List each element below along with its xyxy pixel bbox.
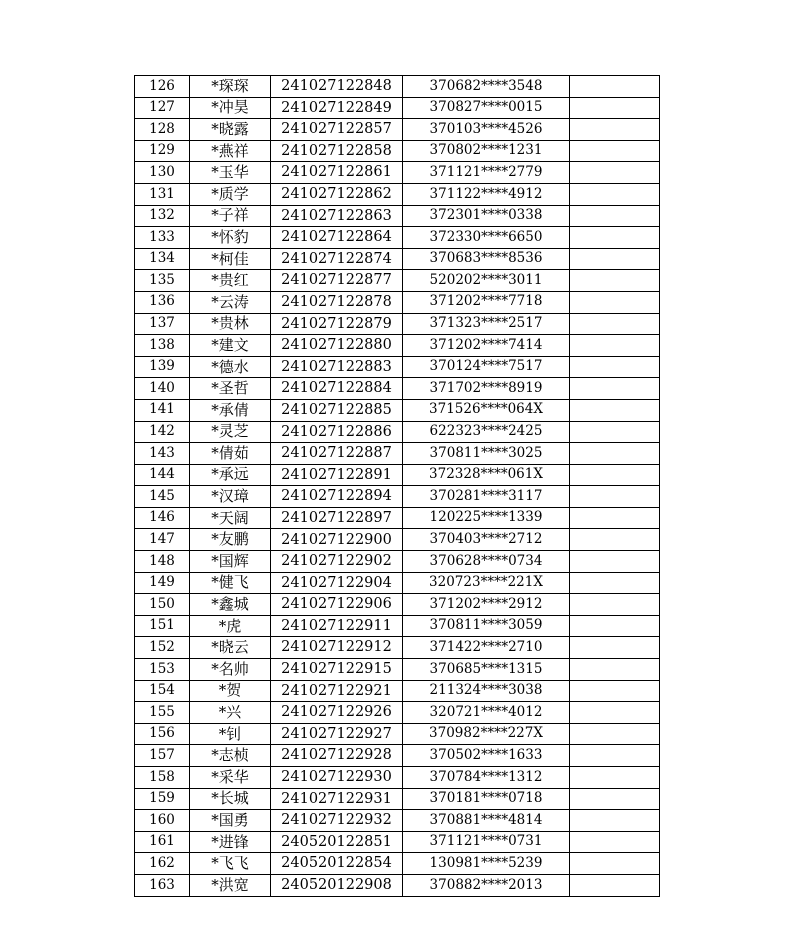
row-number-cell: 141 [135,399,190,421]
row-number-cell: 139 [135,356,190,378]
id-card-cell: 371422****2710 [403,637,570,659]
table-row [135,119,660,141]
name-cell: *倩茹 [190,443,271,465]
name-cell: *贵林 [190,313,271,335]
name-cell: *圣哲 [190,378,271,400]
candidate-id-cell: 241027122931 [271,788,403,810]
note-cell [570,270,660,292]
table-row [135,443,660,465]
row-number-cell: 161 [135,831,190,853]
note-cell [570,659,660,681]
note-cell [570,594,660,616]
table-row [135,335,660,357]
name-cell: *承远 [190,464,271,486]
row-number-cell: 126 [135,76,190,98]
id-card-cell: 370982****227X [403,723,570,745]
note-cell [570,723,660,745]
name-cell: *贵红 [190,270,271,292]
row-number-cell: 152 [135,637,190,659]
name-cell: *洪宽 [190,874,271,896]
row-number-cell: 127 [135,97,190,119]
id-card-cell: 371202****2912 [403,594,570,616]
row-number-cell: 140 [135,378,190,400]
candidate-id-cell: 241027122930 [271,767,403,789]
table-row [135,529,660,551]
note-cell [570,76,660,98]
row-number-cell: 128 [135,119,190,141]
row-number-cell: 156 [135,723,190,745]
note-cell [570,874,660,896]
table-row [135,680,660,702]
id-card-cell: 371202****7718 [403,291,570,313]
table-row [135,551,660,573]
row-number-cell: 138 [135,335,190,357]
candidate-id-cell: 241027122884 [271,378,403,400]
candidate-id-cell: 240520122908 [271,874,403,896]
id-card-cell: 370628****0734 [403,551,570,573]
table-row [135,399,660,421]
name-cell: *鑫城 [190,594,271,616]
table-row [135,507,660,529]
candidate-id-cell: 241027122900 [271,529,403,551]
row-number-cell: 160 [135,810,190,832]
candidate-id-cell: 241027122858 [271,140,403,162]
row-number-cell: 145 [135,486,190,508]
table-row [135,831,660,853]
id-card-cell: 370281****3117 [403,486,570,508]
table-row [135,702,660,724]
name-cell: *采华 [190,767,271,789]
table-row [135,853,660,875]
note-cell [570,421,660,443]
row-number-cell: 131 [135,183,190,205]
id-card-cell: 370403****2712 [403,529,570,551]
table-row [135,205,660,227]
note-cell [570,399,660,421]
note-cell [570,507,660,529]
table-row [135,615,660,637]
id-card-cell: 370682****3548 [403,76,570,98]
name-cell: *贺 [190,680,271,702]
table-row [135,76,660,98]
name-cell: *晓露 [190,119,271,141]
id-card-cell: 371122****4912 [403,183,570,205]
id-card-cell: 370811****3059 [403,615,570,637]
name-cell: *进锋 [190,831,271,853]
row-number-cell: 150 [135,594,190,616]
candidate-id-cell: 241027122915 [271,659,403,681]
id-card-cell: 372328****061X [403,464,570,486]
name-cell: *健飞 [190,572,271,594]
table-row [135,594,660,616]
note-cell [570,248,660,270]
name-cell: *国辉 [190,551,271,573]
row-number-cell: 155 [135,702,190,724]
table-row [135,464,660,486]
note-cell [570,702,660,724]
name-cell: *兴 [190,702,271,724]
candidate-id-cell: 241027122921 [271,680,403,702]
name-cell: *志桢 [190,745,271,767]
table-row [135,291,660,313]
id-card-cell: 370181****0718 [403,788,570,810]
row-number-cell: 133 [135,227,190,249]
table-row [135,421,660,443]
name-cell: *子祥 [190,205,271,227]
row-number-cell: 143 [135,443,190,465]
candidate-id-cell: 241027122926 [271,702,403,724]
name-cell: *柯佳 [190,248,271,270]
candidate-id-cell: 241027122857 [271,119,403,141]
row-number-cell: 147 [135,529,190,551]
table-row [135,313,660,335]
candidate-id-cell: 241027122849 [271,97,403,119]
candidate-id-cell: 241027122864 [271,227,403,249]
candidate-id-cell: 241027122885 [271,399,403,421]
candidate-id-cell: 240520122854 [271,853,403,875]
id-card-cell: 320723****221X [403,572,570,594]
name-cell: *天阔 [190,507,271,529]
candidate-id-cell: 241027122927 [271,723,403,745]
candidate-id-cell: 241027122848 [271,76,403,98]
note-cell [570,97,660,119]
note-cell [570,572,660,594]
table-row [135,767,660,789]
row-number-cell: 159 [135,788,190,810]
note-cell [570,680,660,702]
id-card-cell: 520202****3011 [403,270,570,292]
table-row [135,270,660,292]
row-number-cell: 157 [135,745,190,767]
row-number-cell: 148 [135,551,190,573]
id-card-cell: 320721****4012 [403,702,570,724]
table-row [135,572,660,594]
table-row [135,745,660,767]
name-cell: *琛琛 [190,76,271,98]
row-number-cell: 142 [135,421,190,443]
table-row [135,356,660,378]
name-cell: *长城 [190,788,271,810]
name-cell: *汉璋 [190,486,271,508]
note-cell [570,810,660,832]
row-number-cell: 144 [135,464,190,486]
id-card-cell: 370881****4814 [403,810,570,832]
name-cell: *灵芝 [190,421,271,443]
name-cell: *友鹏 [190,529,271,551]
row-number-cell: 146 [135,507,190,529]
roster-table-body [135,76,660,897]
row-number-cell: 153 [135,659,190,681]
note-cell [570,378,660,400]
id-card-cell: 370802****1231 [403,140,570,162]
id-card-cell: 371323****2517 [403,313,570,335]
name-cell: *钊 [190,723,271,745]
table-row [135,637,660,659]
table-row [135,183,660,205]
row-number-cell: 158 [135,767,190,789]
candidate-id-cell: 241027122911 [271,615,403,637]
note-cell [570,767,660,789]
name-cell: *虎 [190,615,271,637]
candidate-id-cell: 241027122878 [271,291,403,313]
table-row [135,227,660,249]
note-cell [570,637,660,659]
name-cell: *云涛 [190,291,271,313]
note-cell [570,443,660,465]
candidate-id-cell: 241027122863 [271,205,403,227]
note-cell [570,551,660,573]
table-row [135,659,660,681]
row-number-cell: 136 [135,291,190,313]
id-card-cell: 120225****1339 [403,507,570,529]
id-card-cell: 622323****2425 [403,421,570,443]
id-card-cell: 370124****7517 [403,356,570,378]
candidate-id-cell: 241027122880 [271,335,403,357]
candidate-id-cell: 241027122894 [271,486,403,508]
note-cell [570,140,660,162]
id-card-cell: 211324****3038 [403,680,570,702]
note-cell [570,853,660,875]
table-row [135,788,660,810]
candidate-id-cell: 241027122883 [271,356,403,378]
id-card-cell: 371121****2779 [403,162,570,184]
id-card-cell: 372330****6650 [403,227,570,249]
roster-table [134,75,660,897]
note-cell [570,464,660,486]
name-cell: *玉华 [190,162,271,184]
note-cell [570,183,660,205]
name-cell: *燕祥 [190,140,271,162]
candidate-id-cell: 241027122932 [271,810,403,832]
name-cell: *怀豹 [190,227,271,249]
candidate-id-cell: 241027122897 [271,507,403,529]
id-card-cell: 130981****5239 [403,853,570,875]
note-cell [570,313,660,335]
name-cell: *名帅 [190,659,271,681]
row-number-cell: 154 [135,680,190,702]
id-card-cell: 370683****8536 [403,248,570,270]
id-card-cell: 370784****1312 [403,767,570,789]
id-card-cell: 370827****0015 [403,97,570,119]
row-number-cell: 129 [135,140,190,162]
candidate-id-cell: 241027122891 [271,464,403,486]
candidate-id-cell: 241027122906 [271,594,403,616]
candidate-id-cell: 241027122861 [271,162,403,184]
name-cell: *晓云 [190,637,271,659]
table-row [135,140,660,162]
table-row [135,486,660,508]
name-cell: *质学 [190,183,271,205]
note-cell [570,205,660,227]
candidate-id-cell: 241027122879 [271,313,403,335]
row-number-cell: 162 [135,853,190,875]
candidate-id-cell: 241027122877 [271,270,403,292]
name-cell: *承倩 [190,399,271,421]
note-cell [570,486,660,508]
table-row [135,248,660,270]
note-cell [570,162,660,184]
candidate-id-cell: 241027122886 [271,421,403,443]
row-number-cell: 163 [135,874,190,896]
row-number-cell: 137 [135,313,190,335]
id-card-cell: 371202****7414 [403,335,570,357]
id-card-cell: 371121****0731 [403,831,570,853]
note-cell [570,831,660,853]
id-card-cell: 372301****0338 [403,205,570,227]
candidate-id-cell: 241027122904 [271,572,403,594]
row-number-cell: 132 [135,205,190,227]
candidate-id-cell: 241027122887 [271,443,403,465]
name-cell: *国勇 [190,810,271,832]
table-row [135,97,660,119]
name-cell: *飞飞 [190,853,271,875]
id-card-cell: 371526****064X [403,399,570,421]
id-card-cell: 370103****4526 [403,119,570,141]
note-cell [570,529,660,551]
table-row [135,378,660,400]
candidate-id-cell: 241027122862 [271,183,403,205]
row-number-cell: 134 [135,248,190,270]
id-card-cell: 370811****3025 [403,443,570,465]
row-number-cell: 135 [135,270,190,292]
candidate-id-cell: 241027122928 [271,745,403,767]
id-card-cell: 370882****2013 [403,874,570,896]
name-cell: *冲昊 [190,97,271,119]
table-row [135,723,660,745]
note-cell [570,788,660,810]
table-row [135,162,660,184]
row-number-cell: 130 [135,162,190,184]
table-row [135,810,660,832]
note-cell [570,335,660,357]
candidate-id-cell: 241027122874 [271,248,403,270]
candidate-id-cell: 240520122851 [271,831,403,853]
note-cell [570,227,660,249]
row-number-cell: 149 [135,572,190,594]
id-card-cell: 371702****8919 [403,378,570,400]
name-cell: *德水 [190,356,271,378]
note-cell [570,745,660,767]
note-cell [570,615,660,637]
candidate-id-cell: 241027122912 [271,637,403,659]
id-card-cell: 370685****1315 [403,659,570,681]
name-cell: *建文 [190,335,271,357]
id-card-cell: 370502****1633 [403,745,570,767]
note-cell [570,291,660,313]
row-number-cell: 151 [135,615,190,637]
note-cell [570,356,660,378]
table-row [135,874,660,896]
note-cell [570,119,660,141]
candidate-id-cell: 241027122902 [271,551,403,573]
